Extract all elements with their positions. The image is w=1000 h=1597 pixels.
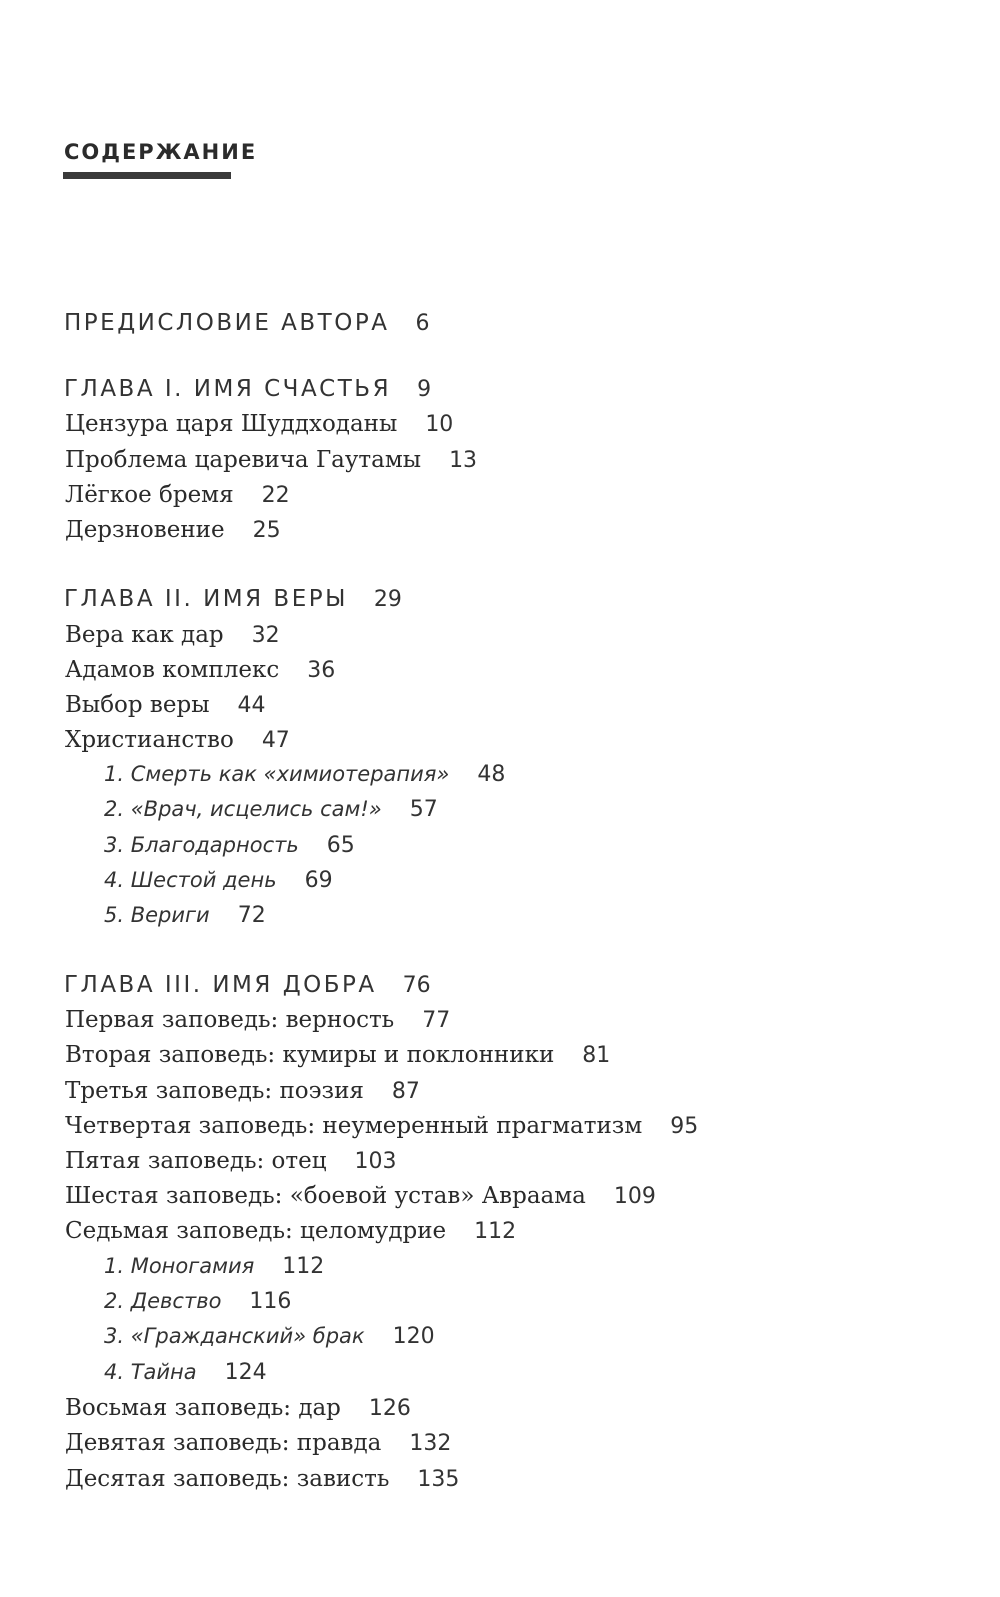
toc-entry-section — [65, 1009, 450, 1032]
toc-entry-sub — [104, 1256, 324, 1278]
toc-entry-section — [65, 519, 281, 542]
toc-entry-title: Восьмая заповедь: дар — [65, 1395, 341, 1421]
toc-entry-title: ГЛАВА II. ИМЯ ВЕРЫ — [64, 586, 348, 612]
toc-entry-title: 2. Девство — [104, 1289, 222, 1313]
toc-entry-page-number: 9 — [417, 377, 432, 402]
toc-entry-title: 4. Тайна — [104, 1360, 197, 1384]
toc-entry-section — [65, 1044, 610, 1067]
toc-entry-section — [65, 1150, 397, 1173]
toc-entry-page-number: 10 — [425, 412, 454, 437]
toc-entry-title: Вторая заповедь: кумиры и поклонники — [65, 1042, 555, 1068]
toc-entry-sub — [104, 835, 355, 857]
toc-entry-page-number: 69 — [304, 868, 333, 893]
toc-entry-page-number: 44 — [237, 693, 266, 718]
toc-entry-section — [65, 484, 290, 507]
toc-entry-page-number: 124 — [224, 1360, 267, 1385]
toc-entry-page-number: 126 — [368, 1396, 411, 1421]
toc-entry-title: Шестая заповедь: «боевой устав» Авраама — [65, 1183, 586, 1209]
toc-entry-sub — [104, 764, 505, 786]
toc-entry-section — [65, 1432, 451, 1455]
toc-entry-section — [65, 1185, 656, 1208]
toc-entry-page-number: 120 — [392, 1324, 435, 1349]
toc-entry-sub — [104, 1326, 435, 1348]
toc-entry-section — [65, 1080, 420, 1103]
toc-entry-section — [65, 449, 477, 472]
toc-entry-title: Лёгкое бремя — [65, 482, 234, 508]
toc-entry-page-number: 87 — [391, 1079, 420, 1104]
toc-entry-sub — [104, 905, 266, 927]
toc-entry-section — [65, 729, 290, 752]
toc-entry-part — [64, 312, 429, 335]
toc-entry-part — [64, 588, 402, 611]
toc-entry-title: Седьмая заповедь: целомудрие — [65, 1218, 447, 1244]
toc-entry-section — [65, 413, 453, 436]
toc-entry-page-number: 109 — [613, 1184, 656, 1209]
toc-entry-page-number: 72 — [237, 903, 266, 928]
toc-entry-section — [65, 1115, 698, 1138]
toc-entry-title: Вера как дар — [65, 622, 224, 648]
toc-entry-page-number: 112 — [474, 1219, 517, 1244]
toc-entry-section — [65, 694, 266, 717]
toc-entry-title: Десятая заповедь: зависть — [65, 1466, 390, 1492]
toc-entry-title: Проблема царевича Гаутамы — [65, 447, 422, 473]
toc-entry-page-number: 6 — [415, 311, 430, 336]
toc-entry-title: Выбор веры — [65, 692, 210, 718]
toc-entry-page-number: 32 — [251, 623, 280, 648]
toc-entry-title: 4. Шестой день — [104, 868, 277, 892]
toc-entry-sub — [104, 1362, 267, 1384]
toc-entry-page-number: 112 — [282, 1254, 325, 1279]
toc-entry-page-number: 95 — [670, 1114, 699, 1139]
toc-entry-page-number: 13 — [449, 448, 478, 473]
toc-entry-page-number: 22 — [261, 483, 290, 508]
toc-entry-page-number: 76 — [402, 973, 431, 998]
toc-entry-sub — [104, 1291, 291, 1313]
toc-entry-page-number: 81 — [582, 1043, 611, 1068]
toc-entry-section — [65, 1397, 411, 1420]
toc-entry-title: 2. «Врач, исцелись сам!» — [104, 797, 382, 821]
toc-entry-title: Цензура царя Шуддходаны — [65, 411, 398, 437]
toc-entry-title: 3. Благодарность — [104, 833, 299, 857]
toc-entry-title: 5. Вериги — [104, 903, 210, 927]
toc-entry-title: 3. «Гражданский» брак — [104, 1324, 365, 1348]
toc-entry-page-number: 77 — [422, 1008, 451, 1033]
toc-entry-page-number: 57 — [409, 797, 438, 822]
toc-entry-section — [65, 1468, 459, 1491]
toc-entry-title: Пятая заповедь: отец — [65, 1148, 327, 1174]
toc-entry-title: Девятая заповедь: правда — [65, 1430, 382, 1456]
toc-entry-section — [65, 624, 280, 647]
toc-entry-sub — [104, 799, 438, 821]
toc-entry-title: ГЛАВА I. ИМЯ СЧАСТЬЯ — [64, 376, 392, 402]
toc-entry-page-number: 47 — [261, 728, 290, 753]
toc-entry-page-number: 116 — [249, 1289, 292, 1314]
toc-entry-part — [64, 378, 431, 401]
toc-entry-page-number: 48 — [477, 762, 506, 787]
toc-entry-page-number: 65 — [326, 833, 355, 858]
toc-entry-page-number: 36 — [307, 658, 336, 683]
page-title: СОДЕРЖАНИЕ — [64, 140, 258, 164]
toc-entry-title: Четвертая заповедь: неумеренный прагматизм — [65, 1113, 643, 1139]
toc-entry-page-number: 135 — [417, 1467, 460, 1492]
toc-entry-section — [65, 659, 335, 682]
toc-entry-title: Дерзновение — [65, 517, 225, 543]
toc-entry-page-number: 103 — [354, 1149, 397, 1174]
toc-entry-part — [64, 974, 431, 997]
toc-entry-title: Христианство — [65, 727, 234, 753]
toc-entry-title: Третья заповедь: поэзия — [65, 1078, 364, 1104]
toc-entry-title: ГЛАВА III. ИМЯ ДОБРА — [64, 972, 377, 998]
toc-entry-page-number: 29 — [373, 587, 402, 612]
toc-entry-title: Первая заповедь: верность — [65, 1007, 395, 1033]
toc-entry-title: ПРЕДИСЛОВИЕ АВТОРА — [64, 310, 390, 336]
toc-entry-page-number: 132 — [409, 1431, 452, 1456]
toc-entry-title: Адамов комплекс — [65, 657, 280, 683]
toc-entry-section — [65, 1220, 516, 1243]
toc-entry-title: 1. Моногамия — [104, 1254, 255, 1278]
toc-entry-sub — [104, 870, 333, 892]
toc-entry-page-number: 25 — [252, 518, 281, 543]
toc-entry-title: 1. Смерть как «химиотерапия» — [104, 762, 450, 786]
